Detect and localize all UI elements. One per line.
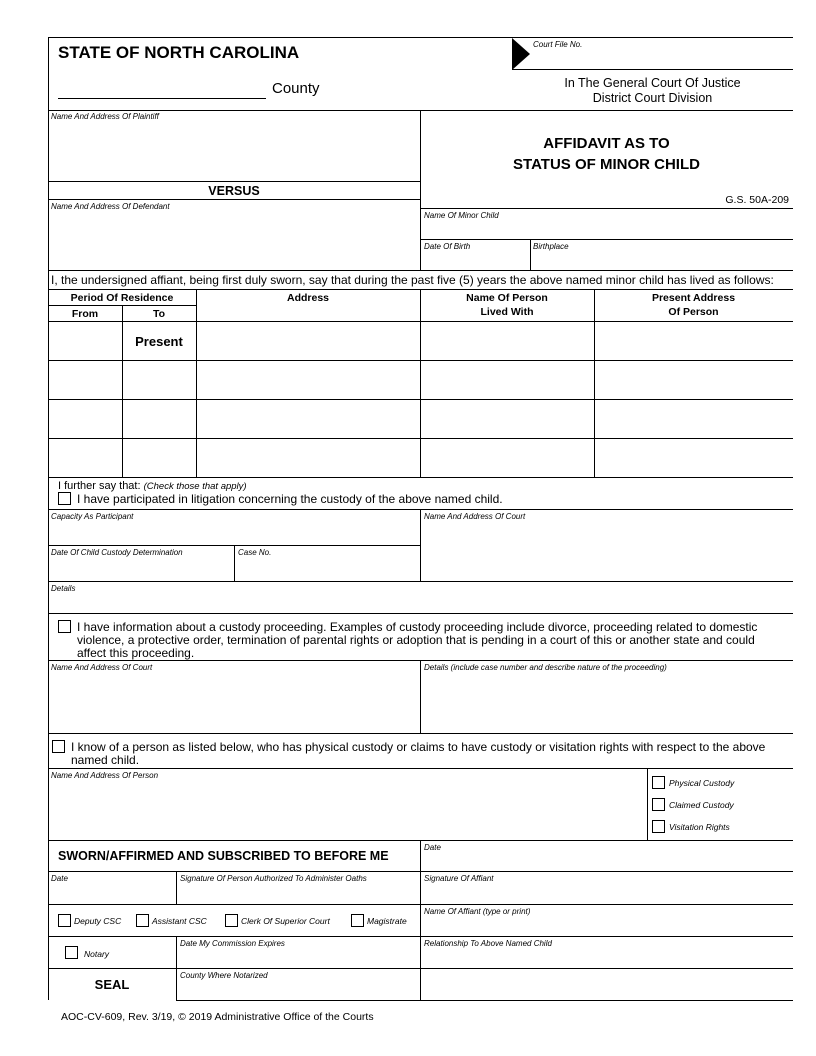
physical-custody-label: Physical Custody [669,778,735,788]
determination-date-label: Date Of Child Custody Determination [51,548,183,557]
affiant-name-label: Name Of Affiant (type or print) [424,907,531,916]
proceeding-checkbox[interactable] [58,620,71,633]
rule [48,968,793,969]
visitation-rights-checkbox[interactable] [652,820,665,833]
present-address-header-1: Present Address [651,292,736,304]
dob-label: Date Of Birth [424,242,471,251]
period-header: Period Of Residence [70,292,174,304]
county-label: County [272,80,320,97]
present-address-header-2: Of Person [668,306,719,318]
court-file-line[interactable] [512,69,793,70]
proceeding-text-line2: violence, a protective order, termination of parental rights or adoption that is pending in a court of this or another state and could [77,633,755,647]
case-no-label: Case No. [238,548,272,557]
litigation-text: I have participated in litigation concerning the custody of the above named child. [77,492,503,506]
sworn-heading: SWORN/AFFIRMED AND SUBSCRIBED TO BEFORE ME [58,849,389,863]
rule [176,1000,793,1001]
admin-date-label: Date [51,874,68,883]
rule [48,199,420,200]
proceeding-text-line3: affect this proceeding. [77,646,195,660]
person-text-line2: named child. [71,753,140,767]
defendant-label: Name And Address Of Defendant [51,202,170,211]
birthplace-label: Birthplace [533,242,569,251]
rule [48,871,793,872]
rule [48,477,793,478]
present-cell: Present [135,334,183,349]
proceeding-text-line1: I have information about a custody proceeding. Examples of custody proceeding include divorce, proceeding related to domestic [77,620,758,634]
seal-label: SEAL [94,977,130,992]
rule [594,289,595,477]
clerk-checkbox[interactable] [225,914,238,927]
rule [48,270,793,271]
statute-ref: G.S. 50A-209 [725,194,789,206]
county-blank[interactable] [58,98,266,99]
rule [48,181,420,182]
physical-custody-checkbox[interactable] [652,776,665,789]
rule [122,305,123,477]
rule [420,840,421,1000]
proceeding-details-label: Details (include case number and describe nature of the proceeding) [424,663,667,672]
rule [420,239,793,240]
claimed-custody-checkbox[interactable] [652,798,665,811]
magistrate-checkbox[interactable] [351,914,364,927]
rule [530,239,531,270]
capacity-label: Capacity As Participant [51,512,134,521]
parties-vdivider [420,110,421,270]
further-intro-text: I further say that: [58,480,141,492]
further-intro-note: (Check those that apply) [143,481,247,492]
plaintiff-label: Name And Address Of Plaintiff [51,112,159,121]
state-title: STATE OF NORTH CAROLINA [58,43,300,62]
sworn-date-label: Date [424,843,441,852]
rule [420,660,421,733]
assistant-csc-checkbox[interactable] [136,914,149,927]
litigation-checkbox[interactable] [58,492,71,505]
rule [48,904,793,905]
rule [48,768,793,769]
assistant-csc-label: Assistant CSC [152,916,207,926]
court-line1: In The General Court Of Justice [564,76,741,90]
file-arrow-icon [512,38,530,70]
person-text-line1: I know of a person as listed below, who has physical custody or claims to have custody or visitation rights with respect to the above [71,740,766,754]
rule [647,768,648,840]
rule [176,871,177,904]
form-title-line1: AFFIDAVIT AS TO [543,135,670,152]
relationship-label: Relationship To Above Named Child [424,939,552,948]
details-label: Details [51,584,76,593]
rule [420,208,793,209]
deputy-csc-checkbox[interactable] [58,914,71,927]
person-name-label: Name And Address Of Person [51,771,159,780]
top-border [48,37,793,38]
rule [48,936,793,937]
deputy-csc-label: Deputy CSC [74,916,122,926]
claimed-custody-label: Claimed Custody [669,800,734,810]
commission-expires-label: Date My Commission Expires [180,939,285,948]
person-header-2: Lived With [480,306,534,318]
court-line2: District Court Division [592,91,713,105]
magistrate-label: Magistrate [367,916,407,926]
county-notarized-label: County Where Notarized [180,971,268,980]
to-header: To [152,308,166,320]
rule [420,289,421,477]
address-header: Address [286,292,329,304]
litigation-court-label: Name And Address Of Court [424,512,526,521]
residence-intro: I, the undersigned affiant, being first duly sworn, say that during the past five (5) years the above named minor child has lived as follows: [51,273,774,287]
rule [234,545,235,581]
from-header: From [71,308,99,320]
clerk-label: Clerk Of Superior Court [241,916,330,926]
person-checkbox[interactable] [52,740,65,753]
notary-label: Notary [84,949,110,959]
court-file-label: Court File No. [533,40,583,49]
visitation-rights-label: Visitation Rights [669,822,730,832]
rule [48,581,793,582]
rule [420,509,421,581]
form-footer: AOC-CV-609, Rev. 3/19, © 2019 Administrative Office of the Courts [61,1011,374,1023]
admin-signature-label: Signature Of Person Authorized To Administer Oaths [180,874,367,883]
minor-child-label: Name Of Minor Child [424,211,499,220]
rule [48,613,793,614]
rule [196,289,197,477]
proceeding-court-label: Name And Address Of Court [51,663,153,672]
person-header-1: Name Of Person [466,292,548,304]
rule [48,733,793,734]
versus-label: VERSUS [208,184,260,198]
form-title-line2: STATUS OF MINOR CHILD [513,156,700,173]
further-intro [58,480,247,492]
notary-checkbox[interactable] [65,946,78,959]
affiant-signature-label: Signature Of Affiant [424,874,494,883]
